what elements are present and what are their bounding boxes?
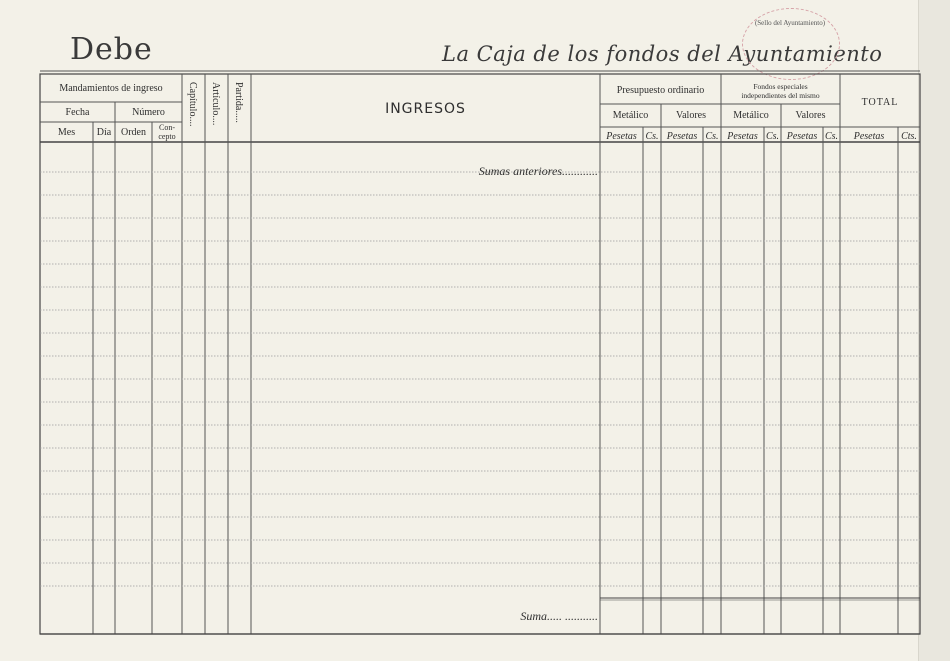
debe-heading: Debe	[70, 32, 153, 67]
valores-ordinario-header: Valores	[676, 110, 706, 121]
pesetas-header: Pesetas	[727, 131, 758, 142]
orden-header: Orden	[121, 127, 146, 138]
sumas-anteriores-label: Sumas anteriores............	[478, 164, 598, 178]
pesetas-header: Pesetas	[666, 131, 698, 142]
articulo-header: Artículo....	[210, 82, 221, 126]
concepto-header: Con- cepto	[158, 123, 176, 141]
cs-header: Cs.	[705, 131, 719, 142]
mandamientos-header: Mandamientos de ingreso	[59, 83, 163, 94]
cs-header: Cs.	[765, 131, 780, 142]
mes-header: Mes	[57, 127, 76, 138]
pesetas-header: Pesetas	[786, 131, 818, 142]
capitulo-header: Capítulo....	[187, 82, 198, 127]
metalico-especiales-header: Metálico	[733, 110, 769, 121]
fecha-header: Fecha	[65, 107, 90, 118]
total-header: TOTAL	[861, 97, 899, 108]
presupuesto-header: Presupuesto ordinario	[616, 85, 705, 96]
suma-label: Suma..... ...........	[520, 609, 598, 623]
dia-header: Día	[96, 127, 112, 138]
metalico-ordinario-header: Metálico	[612, 110, 649, 121]
numero-header: Número	[132, 107, 165, 118]
fondos-header: Fondos especiales independientes del mismo	[741, 82, 820, 100]
valores-especiales-header: Valores	[795, 110, 826, 121]
cts-header: Cts.	[901, 131, 917, 142]
cs-header: Cs.	[824, 131, 839, 142]
pesetas-header: Pesetas	[853, 131, 885, 142]
caja-title: La Caja de los fondos del Ayuntamiento	[442, 42, 883, 66]
cs-header: Cs.	[645, 131, 659, 142]
ingresos-header: INGRESOS	[385, 101, 466, 117]
seal-text: (Sello del Ayuntamiento)	[754, 19, 826, 27]
pesetas-header: Pesetas	[606, 131, 637, 142]
partida-header: Partida.....	[233, 82, 244, 123]
